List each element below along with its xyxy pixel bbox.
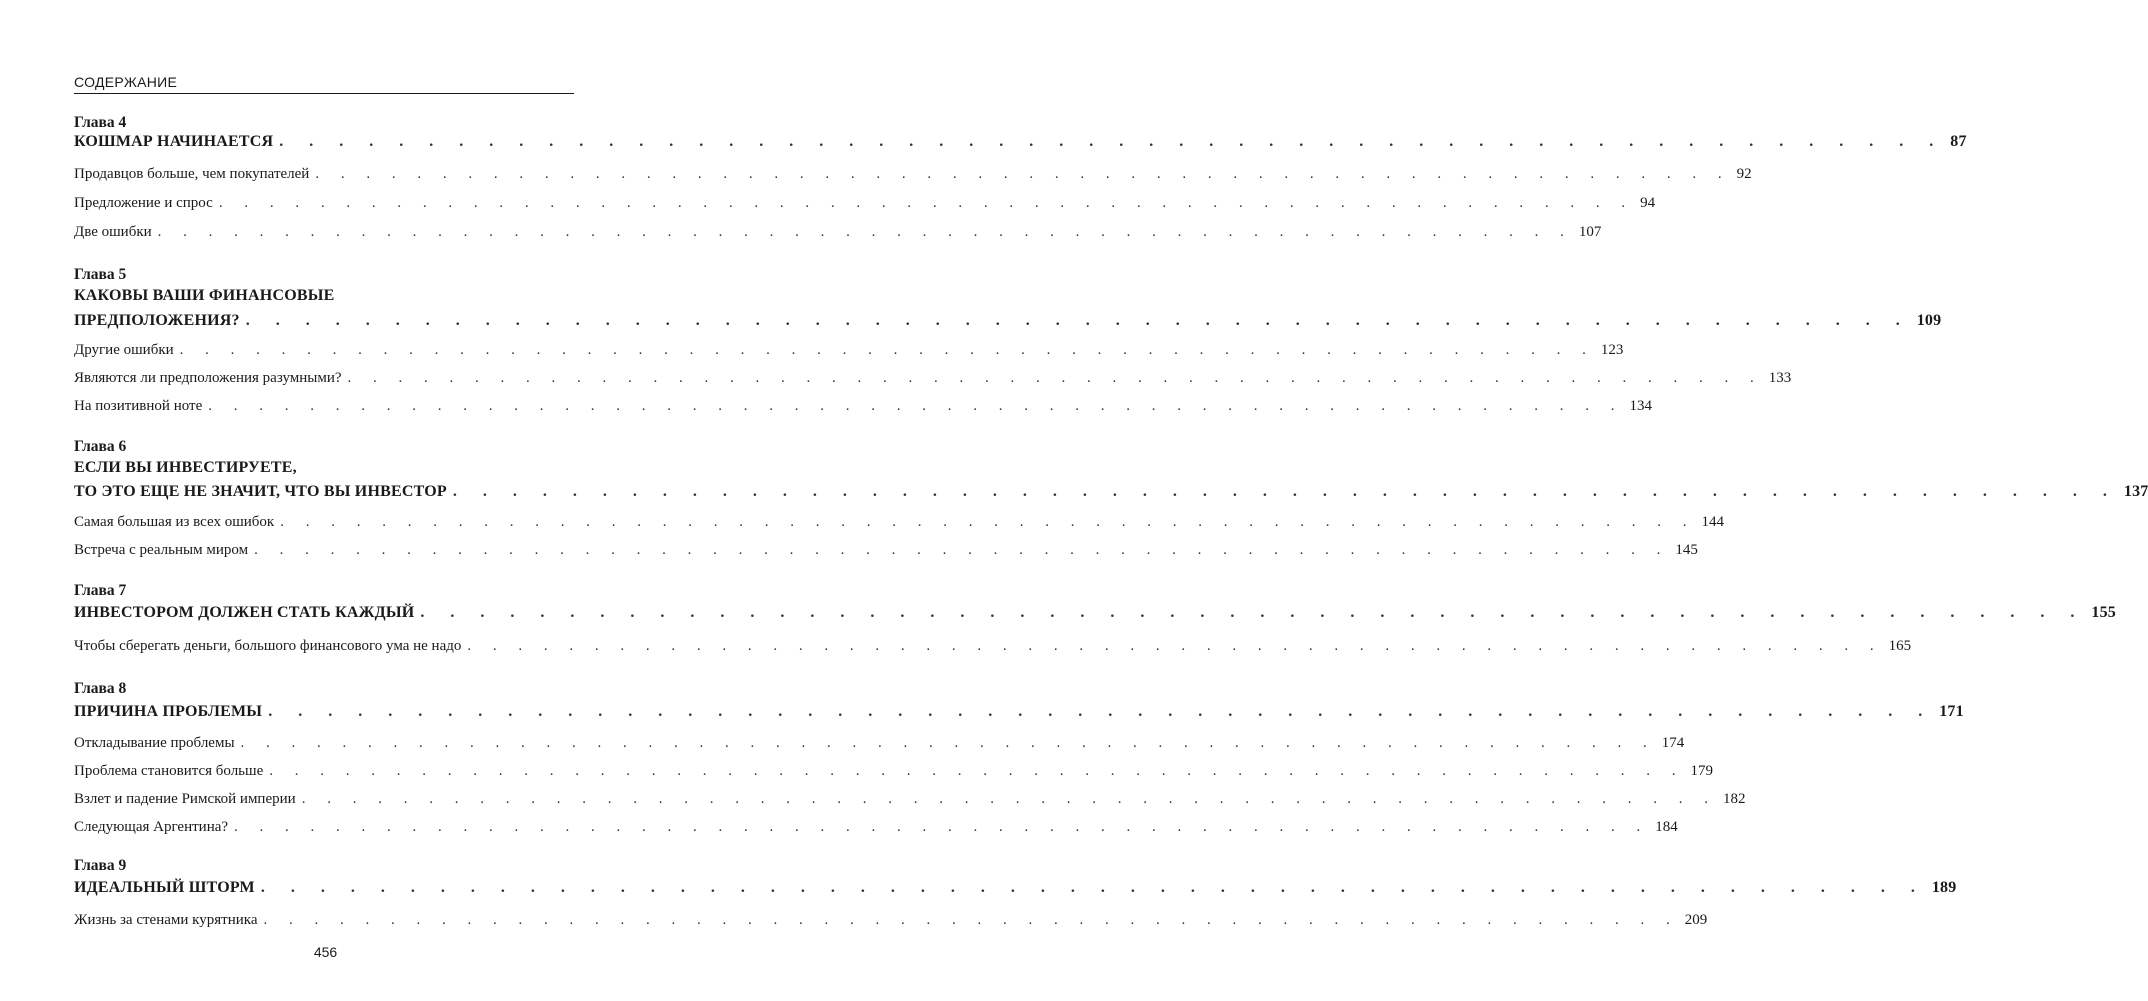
toc-entry[interactable] — [74, 195, 1656, 212]
section-page-number: 134 — [1629, 398, 1652, 414]
section-page-number: 94 — [1640, 195, 1656, 211]
section-title: Две ошибки — [74, 224, 152, 240]
section-title: Взлет и падение Римской империи — [74, 791, 296, 807]
toc-entry[interactable] — [74, 542, 1698, 559]
toc-entry[interactable] — [74, 735, 1685, 752]
leader-dots: . . . . . . . . . . . . . . . . . . . . . . . . . . . . . . . . . . . . . . . . . . . . . . . . . . . . . . . . — [254, 542, 1670, 558]
section-page-number: 123 — [1600, 342, 1624, 358]
leader-dots: . . . . . . . . . . . . . . . . . . . . . . . . . . . . . . . . . . . . . . . . . . . . . . . . . . . . . . . . — [467, 638, 1883, 654]
chapter-page-number: 87 — [1950, 133, 1967, 150]
chapter-page-number: 189 — [1931, 879, 1957, 896]
chapter-title: ПРЕДПОЛОЖЕНИЯ? — [74, 312, 240, 329]
chapter-title-line[interactable] — [74, 483, 2148, 501]
section-page-number: 165 — [1888, 638, 1912, 654]
chapter-page-number: 171 — [1939, 703, 1964, 720]
leader-dots: . . . . . . . . . . . . . . . . . . . . . . . . . . . . . . . . . . . . . . . . . . . . . . . . . . . . . . . . — [280, 514, 1696, 530]
toc-entry[interactable] — [74, 763, 1713, 780]
leader-dots: . . . . . . . . . . . . . . . . . . . . . . . . . . . . . . . . . . . . . . . . . . . . . . . . . . . . . . . . — [218, 195, 1635, 211]
chapter-title: КАКОВЫ ВАШИ ФИНАНСОВЫЕ — [74, 287, 335, 304]
section-title: Следующая Аргентина? — [74, 819, 229, 835]
section-title: Встреча с реальным миром — [74, 542, 249, 558]
toc-entry[interactable] — [74, 166, 1752, 183]
leader-dots: . . . . . . . . . . . . . . . . . . . . . . . . . . . . . . . . . . . . . . . . . . . . . . . . . . . . . . . . — [452, 483, 2118, 500]
section-title: Жизнь за стенами курятника — [74, 912, 258, 928]
running-head: СОДЕРЖАНИЕ — [74, 74, 178, 90]
leader-dots: . . . . . . . . . . . . . . . . . . . . . . . . . . . . . . . . . . . . . . . . . . . . . . . . . . . . . . . . — [245, 312, 1911, 329]
section-page-number: 209 — [1684, 912, 1708, 928]
leader-dots: . . . . . . . . . . . . . . . . . . . . . . . . . . . . . . . . . . . . . . . . . . . . . . . . . . . . . . . . — [301, 791, 1717, 807]
toc-entry[interactable] — [74, 514, 1724, 531]
leader-dots: . . . . . . . . . . . . . . . . . . . . . . . . . . . . . . . . . . . . . . . . . . . . . . . . . . . . . . . . — [263, 912, 1679, 928]
toc-entry[interactable] — [74, 342, 1624, 359]
toc-entry[interactable] — [74, 224, 1602, 241]
leader-dots: . . . . . . . . . . . . . . . . . . . . . . . . . . . . . . . . . . . . . . . . . . . . . . . . . . . . . . . . — [234, 819, 1650, 835]
section-page-number: 107 — [1578, 224, 1602, 240]
leader-dots: . . . . . . . . . . . . . . . . . . . . . . . . . . . . . . . . . . . . . . . . . . . . . . . . . . . . . . . . — [268, 703, 1934, 720]
section-title: Предложение и спрос — [74, 195, 213, 211]
leader-dots: . . . . . . . . . . . . . . . . . . . . . . . . . . . . . . . . . . . . . . . . . . . . . . . . . . . . . . . . — [260, 879, 1926, 896]
section-title: Проблема становится больше — [74, 763, 264, 779]
section-page-number: 174 — [1661, 735, 1685, 751]
leader-dots: . . . . . . . . . . . . . . . . . . . . . . . . . . . . . . . . . . . . . . . . . . . . . . . . . . . . . . . . — [420, 604, 2086, 621]
section-title: Откладывание проблемы — [74, 735, 235, 751]
chapter-title: ЕСЛИ ВЫ ИНВЕСТИРУЕТЕ, — [74, 459, 297, 476]
section-title: Самая большая из всех ошибок — [74, 514, 275, 530]
leader-dots: . . . . . . . . . . . . . . . . . . . . . . . . . . . . . . . . . . . . . . . . . . . . . . . . . . . . . . . . — [179, 342, 1595, 358]
chapter-title-line[interactable] — [74, 604, 2117, 622]
leader-dots: . . . . . . . . . . . . . . . . . . . . . . . . . . . . . . . . . . . . . . . . . . . . . . . . . . . . . . . . — [347, 370, 1763, 386]
leader-dots: . . . . . . . . . . . . . . . . . . . . . . . . . . . . . . . . . . . . . . . . . . . . . . . . . . . . . . . . — [279, 133, 1945, 150]
toc-entry[interactable] — [74, 398, 1652, 415]
chapter-page-number: 137 — [2123, 483, 2148, 500]
leader-dots: . . . . . . . . . . . . . . . . . . . . . . . . . . . . . . . . . . . . . . . . . . . . . . . . . . . . . . . . — [240, 735, 1656, 751]
toc-entry[interactable] — [74, 791, 1746, 808]
section-page-number: 145 — [1675, 542, 1698, 558]
toc-entry[interactable] — [74, 638, 1912, 655]
leader-dots: . . . . . . . . . . . . . . . . . . . . . . . . . . . . . . . . . . . . . . . . . . . . . . . . . . . . . . . . — [208, 398, 1624, 414]
chapter-title: ИНВЕСТОРОМ ДОЛЖЕН СТАТЬ КАЖДЫЙ — [74, 604, 415, 621]
chapter-title: КОШМАР НАЧИНАЕТСЯ — [74, 133, 274, 150]
chapter-page-number: 155 — [2091, 604, 2117, 621]
chapter-label: Глава 4 — [74, 114, 127, 131]
toc-entry[interactable] — [74, 370, 1792, 387]
leader-dots: . . . . . . . . . . . . . . . . . . . . . . . . . . . . . . . . . . . . . . . . . . . . . . . . . . . . . . . . — [315, 166, 1731, 182]
leader-dots: . . . . . . . . . . . . . . . . . . . . . . . . . . . . . . . . . . . . . . . . . . . . . . . . . . . . . . . . — [157, 224, 1573, 240]
toc-entry[interactable] — [74, 912, 1708, 929]
chapter-page-number: 109 — [1916, 312, 1942, 329]
section-page-number: 133 — [1768, 370, 1792, 386]
section-page-number: 144 — [1701, 514, 1724, 530]
chapter-title: ИДЕАЛЬНЫЙ ШТОРМ — [74, 879, 255, 896]
toc-entry[interactable] — [74, 819, 1678, 836]
chapter-label: Глава 5 — [74, 266, 127, 283]
chapter-title: ПРИЧИНА ПРОБЛЕМЫ — [74, 703, 263, 720]
section-page-number: 184 — [1655, 819, 1678, 835]
section-title: Продавцов больше, чем покупателей — [74, 166, 310, 182]
chapter-label: Глава 7 — [74, 582, 127, 599]
chapter-title-line[interactable] — [74, 133, 1967, 151]
chapter-title-line[interactable] — [74, 879, 1957, 897]
header-rule — [74, 93, 574, 94]
section-page-number: 182 — [1722, 791, 1746, 807]
section-title: Являются ли предположения разумными? — [74, 370, 342, 386]
section-title: Другие ошибки — [74, 342, 174, 358]
section-page-number: 179 — [1690, 763, 1713, 779]
section-title: Чтобы сберегать деньги, большого финансового ума не надо — [74, 638, 462, 654]
section-page-number: 92 — [1736, 166, 1752, 182]
chapter-title-line[interactable] — [74, 703, 1964, 721]
chapter-title-line[interactable] — [74, 312, 1942, 330]
chapter-title: ТО ЭТО ЕЩЕ НЕ ЗНАЧИТ, ЧТО ВЫ ИНВЕСТОР — [74, 483, 447, 500]
chapter-label: Глава 6 — [74, 438, 127, 455]
chapter-label: Глава 8 — [74, 680, 127, 697]
section-title: На позитивной ноте — [74, 398, 203, 414]
chapter-label: Глава 9 — [74, 857, 127, 874]
leader-dots: . . . . . . . . . . . . . . . . . . . . . . . . . . . . . . . . . . . . . . . . . . . . . . . . . . . . . . . . — [269, 763, 1685, 779]
page-number: 456 — [313, 944, 338, 960]
